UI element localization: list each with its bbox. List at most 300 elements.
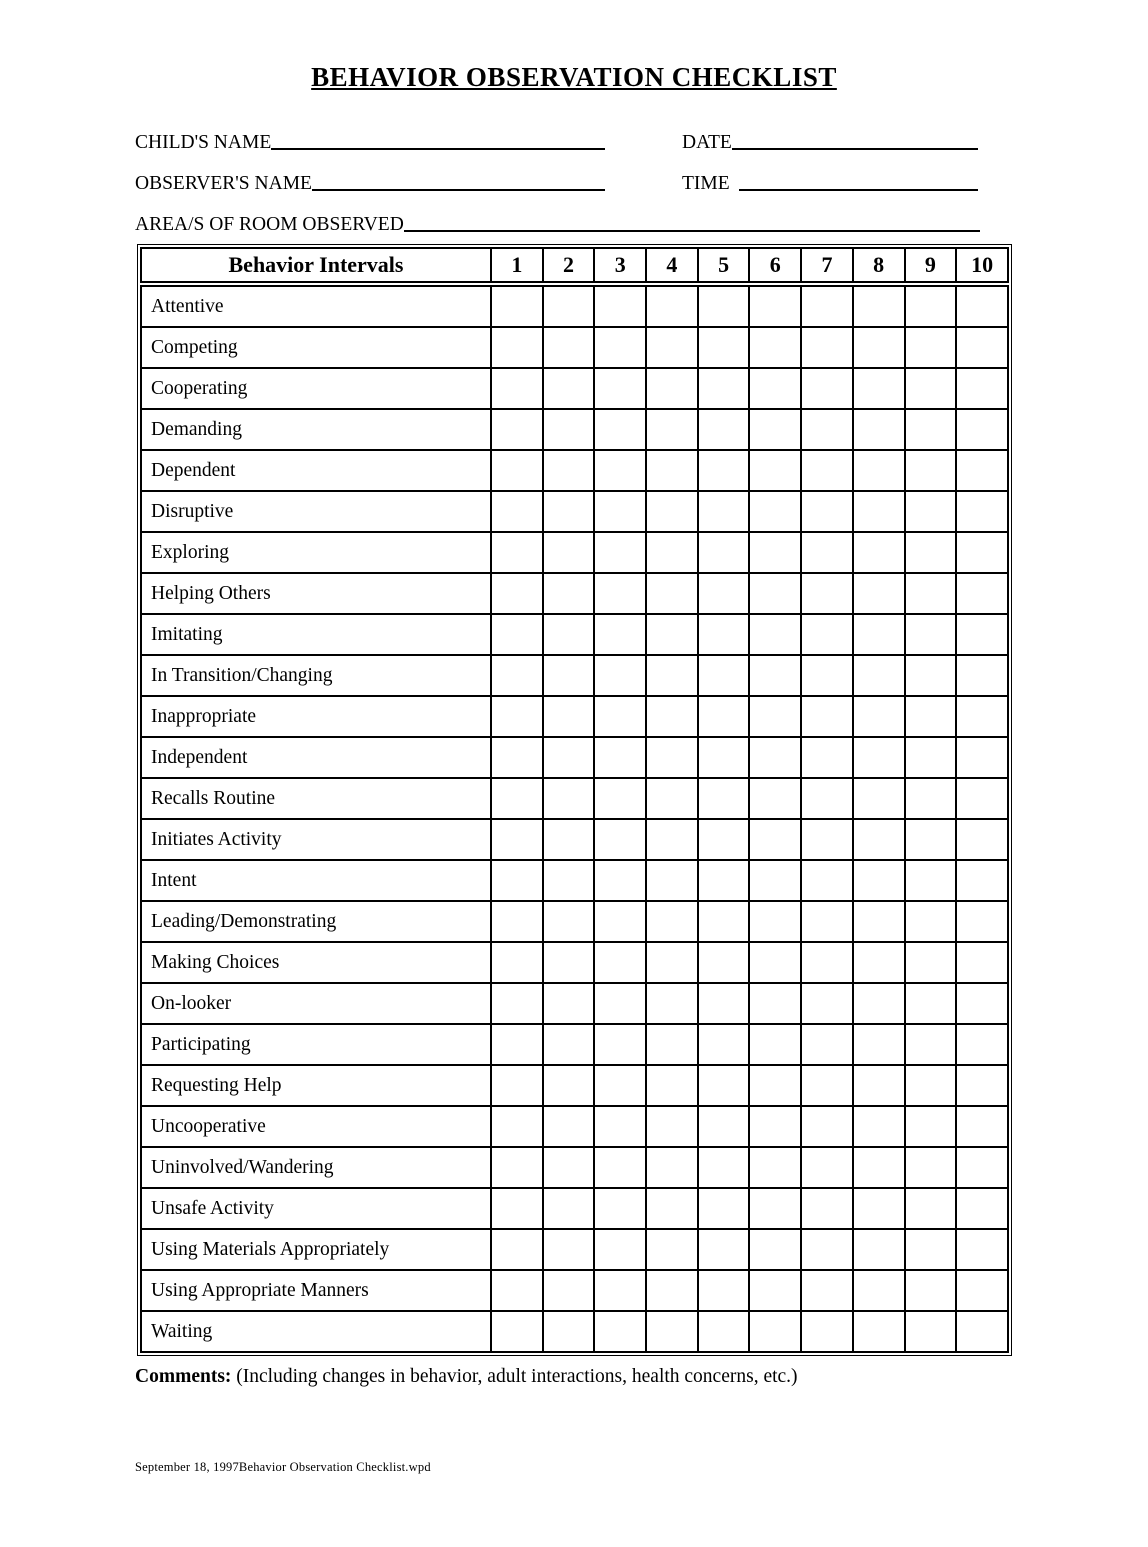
interval-cell[interactable]: [905, 983, 957, 1024]
interval-cell[interactable]: [801, 450, 853, 491]
interval-cell[interactable]: [646, 327, 698, 368]
interval-cell[interactable]: [594, 1270, 646, 1311]
interval-cell[interactable]: [646, 901, 698, 942]
interval-cell[interactable]: [594, 655, 646, 696]
interval-cell[interactable]: [491, 1065, 543, 1106]
interval-cell[interactable]: [594, 573, 646, 614]
interval-cell[interactable]: [594, 901, 646, 942]
interval-cell[interactable]: [646, 1106, 698, 1147]
behavior-label: Demanding: [141, 409, 491, 450]
interval-cell[interactable]: [801, 860, 853, 901]
interval-cell[interactable]: [749, 696, 801, 737]
interval-cell[interactable]: [698, 1270, 750, 1311]
interval-cell[interactable]: [853, 819, 905, 860]
interval-cell[interactable]: [853, 573, 905, 614]
interval-cell[interactable]: [698, 655, 750, 696]
behavior-label: Recalls Routine: [141, 778, 491, 819]
interval-cell[interactable]: [491, 1188, 543, 1229]
behavior-label: Dependent: [141, 450, 491, 491]
interval-cell[interactable]: [491, 532, 543, 573]
interval-cell[interactable]: [749, 1188, 801, 1229]
interval-cell[interactable]: [646, 532, 698, 573]
observers-name-label: OBSERVER'S NAME: [135, 172, 312, 194]
interval-cell[interactable]: [698, 409, 750, 450]
behavior-table-frame: [137, 244, 1012, 1356]
interval-cell[interactable]: [905, 532, 957, 573]
interval-cell[interactable]: [853, 942, 905, 983]
interval-cell[interactable]: [646, 1270, 698, 1311]
interval-cell[interactable]: [905, 1024, 957, 1065]
interval-cell[interactable]: [853, 860, 905, 901]
interval-cell[interactable]: [956, 368, 1008, 409]
interval-cell[interactable]: [698, 532, 750, 573]
interval-cell[interactable]: [749, 409, 801, 450]
interval-cell[interactable]: [698, 696, 750, 737]
interval-cell[interactable]: [956, 778, 1008, 819]
interval-cell[interactable]: [853, 1024, 905, 1065]
interval-cell[interactable]: [956, 860, 1008, 901]
interval-cell[interactable]: [853, 532, 905, 573]
interval-cell[interactable]: [594, 368, 646, 409]
behavior-row: [141, 1106, 1008, 1147]
interval-cell[interactable]: [801, 696, 853, 737]
interval-cell[interactable]: [543, 860, 595, 901]
interval-cell[interactable]: [749, 901, 801, 942]
interval-cell[interactable]: [698, 942, 750, 983]
interval-cell[interactable]: [801, 901, 853, 942]
interval-cell[interactable]: [905, 1229, 957, 1270]
interval-cell[interactable]: [543, 1270, 595, 1311]
interval-cell[interactable]: [491, 737, 543, 778]
interval-cell[interactable]: [956, 901, 1008, 942]
interval-cell[interactable]: [594, 450, 646, 491]
interval-cell[interactable]: [698, 983, 750, 1024]
interval-cell[interactable]: [594, 1188, 646, 1229]
interval-cell[interactable]: [749, 1229, 801, 1270]
interval-cell[interactable]: [594, 942, 646, 983]
interval-cell[interactable]: [905, 327, 957, 368]
interval-cell[interactable]: [491, 1106, 543, 1147]
interval-cell[interactable]: [698, 450, 750, 491]
interval-cell[interactable]: [749, 1065, 801, 1106]
interval-cell[interactable]: [956, 1229, 1008, 1270]
interval-header: 1: [491, 248, 543, 282]
interval-cell[interactable]: [956, 532, 1008, 573]
interval-cell[interactable]: [749, 1311, 801, 1352]
interval-cell[interactable]: [543, 1147, 595, 1188]
interval-cell[interactable]: [801, 368, 853, 409]
interval-cell[interactable]: [491, 696, 543, 737]
behavior-label: Uninvolved/Wandering: [141, 1147, 491, 1188]
interval-cell[interactable]: [801, 327, 853, 368]
behavior-row: [141, 368, 1008, 409]
table-header-row: [141, 248, 1008, 282]
interval-cell[interactable]: [956, 286, 1008, 327]
interval-cell[interactable]: [905, 778, 957, 819]
interval-cell[interactable]: [956, 1147, 1008, 1188]
interval-cell[interactable]: [905, 1065, 957, 1106]
interval-cell[interactable]: [594, 696, 646, 737]
interval-cell[interactable]: [543, 286, 595, 327]
interval-cell[interactable]: [853, 1065, 905, 1106]
interval-cell[interactable]: [853, 491, 905, 532]
behavior-row: [141, 450, 1008, 491]
comments-line: [135, 1366, 1148, 1388]
interval-cell[interactable]: [698, 614, 750, 655]
interval-cell[interactable]: [646, 614, 698, 655]
interval-cell[interactable]: [801, 491, 853, 532]
interval-cell[interactable]: [801, 1106, 853, 1147]
interval-cell[interactable]: [698, 1106, 750, 1147]
interval-cell[interactable]: [594, 819, 646, 860]
interval-cell[interactable]: [853, 778, 905, 819]
interval-cell[interactable]: [491, 368, 543, 409]
interval-cell[interactable]: [594, 1065, 646, 1106]
interval-cell[interactable]: [594, 286, 646, 327]
interval-cell[interactable]: [646, 696, 698, 737]
interval-cell[interactable]: [646, 1024, 698, 1065]
interval-cell[interactable]: [491, 1147, 543, 1188]
behavior-label: Disruptive: [141, 491, 491, 532]
interval-header: 6: [749, 248, 801, 282]
interval-cell[interactable]: [956, 573, 1008, 614]
interval-cell[interactable]: [853, 1106, 905, 1147]
interval-cell[interactable]: [853, 614, 905, 655]
interval-cell[interactable]: [491, 573, 543, 614]
interval-cell[interactable]: [905, 1311, 957, 1352]
interval-cell[interactable]: [749, 655, 801, 696]
interval-cell[interactable]: [491, 1311, 543, 1352]
behavior-row: [141, 1311, 1008, 1352]
interval-cell[interactable]: [543, 614, 595, 655]
behavior-label: Leading/Demonstrating: [141, 901, 491, 942]
interval-cell[interactable]: [801, 1311, 853, 1352]
interval-cell[interactable]: [853, 1147, 905, 1188]
interval-cell[interactable]: [543, 1188, 595, 1229]
interval-cell[interactable]: [749, 983, 801, 1024]
interval-cell[interactable]: [491, 614, 543, 655]
interval-cell[interactable]: [594, 1024, 646, 1065]
interval-cell[interactable]: [594, 778, 646, 819]
interval-cell[interactable]: [956, 696, 1008, 737]
interval-cell[interactable]: [801, 983, 853, 1024]
interval-cell[interactable]: [646, 1311, 698, 1352]
interval-cell[interactable]: [905, 491, 957, 532]
interval-cell[interactable]: [905, 573, 957, 614]
interval-cell[interactable]: [543, 737, 595, 778]
interval-cell[interactable]: [905, 1147, 957, 1188]
interval-cell[interactable]: [905, 1270, 957, 1311]
interval-cell[interactable]: [491, 778, 543, 819]
interval-cell[interactable]: [698, 1229, 750, 1270]
interval-cell[interactable]: [646, 1147, 698, 1188]
interval-cell[interactable]: [543, 901, 595, 942]
interval-cell[interactable]: [801, 532, 853, 573]
interval-cell[interactable]: [905, 1106, 957, 1147]
interval-cell[interactable]: [801, 614, 853, 655]
interval-cell[interactable]: [491, 819, 543, 860]
interval-cell[interactable]: [594, 409, 646, 450]
interval-cell[interactable]: [594, 491, 646, 532]
interval-cell[interactable]: [853, 655, 905, 696]
interval-cell[interactable]: [543, 573, 595, 614]
interval-cell[interactable]: [543, 942, 595, 983]
interval-cell[interactable]: [491, 1229, 543, 1270]
interval-cell[interactable]: [698, 819, 750, 860]
interval-cell[interactable]: [749, 532, 801, 573]
behavior-row: [141, 532, 1008, 573]
interval-cell[interactable]: [956, 983, 1008, 1024]
interval-cell[interactable]: [594, 1106, 646, 1147]
interval-cell[interactable]: [749, 1147, 801, 1188]
interval-cell[interactable]: [853, 286, 905, 327]
interval-cell[interactable]: [801, 778, 853, 819]
interval-cell[interactable]: [749, 491, 801, 532]
interval-cell[interactable]: [698, 491, 750, 532]
interval-cell[interactable]: [905, 1188, 957, 1229]
interval-cell[interactable]: [646, 450, 698, 491]
interval-cell[interactable]: [801, 737, 853, 778]
interval-cell[interactable]: [646, 368, 698, 409]
interval-cell[interactable]: [543, 655, 595, 696]
interval-cell[interactable]: [594, 532, 646, 573]
interval-cell[interactable]: [543, 1229, 595, 1270]
interval-cell[interactable]: [543, 1065, 595, 1106]
interval-cell[interactable]: [749, 368, 801, 409]
interval-cell[interactable]: [491, 409, 543, 450]
interval-cell[interactable]: [698, 901, 750, 942]
behavior-label: Helping Others: [141, 573, 491, 614]
interval-cell[interactable]: [491, 942, 543, 983]
interval-cell[interactable]: [646, 737, 698, 778]
interval-cell[interactable]: [698, 737, 750, 778]
interval-cell[interactable]: [801, 1229, 853, 1270]
interval-cell[interactable]: [905, 696, 957, 737]
interval-cell[interactable]: [543, 819, 595, 860]
area-observed-blank[interactable]: [404, 228, 980, 232]
interval-cell[interactable]: [491, 983, 543, 1024]
interval-cell[interactable]: [956, 1311, 1008, 1352]
interval-cell[interactable]: [853, 1311, 905, 1352]
interval-cell[interactable]: [594, 737, 646, 778]
interval-cell[interactable]: [491, 860, 543, 901]
interval-cell[interactable]: [905, 655, 957, 696]
interval-cell[interactable]: [698, 860, 750, 901]
interval-cell[interactable]: [853, 409, 905, 450]
behavior-label: Independent: [141, 737, 491, 778]
interval-cell[interactable]: [646, 983, 698, 1024]
interval-cell[interactable]: [853, 1270, 905, 1311]
interval-cell[interactable]: [543, 983, 595, 1024]
interval-cell[interactable]: [905, 286, 957, 327]
interval-cell[interactable]: [853, 327, 905, 368]
interval-cell[interactable]: [646, 942, 698, 983]
interval-cell[interactable]: [956, 737, 1008, 778]
interval-cell[interactable]: [956, 1024, 1008, 1065]
interval-cell[interactable]: [491, 655, 543, 696]
interval-cell[interactable]: [491, 450, 543, 491]
interval-cell[interactable]: [491, 286, 543, 327]
behavior-row: [141, 1024, 1008, 1065]
interval-cell[interactable]: [543, 1106, 595, 1147]
interval-cell[interactable]: [956, 327, 1008, 368]
interval-cell[interactable]: [956, 942, 1008, 983]
behavior-label: Unsafe Activity: [141, 1188, 491, 1229]
interval-cell[interactable]: [543, 409, 595, 450]
interval-cell[interactable]: [749, 614, 801, 655]
behavior-row: [141, 942, 1008, 983]
interval-cell[interactable]: [801, 1188, 853, 1229]
interval-cell[interactable]: [956, 1065, 1008, 1106]
behavior-row: [141, 614, 1008, 655]
interval-cell[interactable]: [491, 901, 543, 942]
childs-name-blank[interactable]: [271, 146, 605, 150]
interval-cell[interactable]: [646, 409, 698, 450]
interval-cell[interactable]: [749, 327, 801, 368]
interval-cell[interactable]: [543, 1024, 595, 1065]
interval-cell[interactable]: [956, 1188, 1008, 1229]
observers-name-blank[interactable]: [312, 187, 605, 191]
interval-cell[interactable]: [594, 1147, 646, 1188]
interval-cell[interactable]: [905, 614, 957, 655]
interval-cell[interactable]: [956, 1106, 1008, 1147]
interval-cell[interactable]: [749, 286, 801, 327]
interval-cell[interactable]: [749, 942, 801, 983]
interval-cell[interactable]: [698, 368, 750, 409]
interval-cell[interactable]: [905, 942, 957, 983]
interval-cell[interactable]: [853, 1229, 905, 1270]
interval-cell[interactable]: [594, 1311, 646, 1352]
interval-cell[interactable]: [646, 1229, 698, 1270]
interval-cell[interactable]: [543, 491, 595, 532]
interval-cell[interactable]: [749, 860, 801, 901]
interval-cell[interactable]: [698, 573, 750, 614]
interval-cell[interactable]: [543, 778, 595, 819]
interval-cell[interactable]: [853, 450, 905, 491]
interval-header: 7: [801, 248, 853, 282]
behavior-row: [141, 1147, 1008, 1188]
interval-cell[interactable]: [749, 573, 801, 614]
interval-cell[interactable]: [646, 1065, 698, 1106]
document-footer: September 18, 1997Behavior Observation Checklist.wpd: [135, 1460, 431, 1474]
behavior-label: In Transition/Changing: [141, 655, 491, 696]
interval-cell[interactable]: [801, 286, 853, 327]
interval-cell[interactable]: [749, 450, 801, 491]
interval-cell[interactable]: [853, 901, 905, 942]
interval-cell[interactable]: [749, 1270, 801, 1311]
interval-cell[interactable]: [698, 327, 750, 368]
interval-cell[interactable]: [905, 737, 957, 778]
interval-cell[interactable]: [491, 1024, 543, 1065]
interval-cell[interactable]: [543, 327, 595, 368]
interval-cell[interactable]: [646, 573, 698, 614]
interval-cell[interactable]: [749, 778, 801, 819]
interval-cell[interactable]: [646, 1188, 698, 1229]
interval-cell[interactable]: [853, 983, 905, 1024]
interval-cell[interactable]: [905, 901, 957, 942]
interval-cell[interactable]: [801, 1270, 853, 1311]
interval-cell[interactable]: [905, 409, 957, 450]
interval-cell[interactable]: [594, 614, 646, 655]
interval-cell[interactable]: [956, 409, 1008, 450]
interval-cell[interactable]: [853, 696, 905, 737]
behavior-label: Competing: [141, 327, 491, 368]
interval-cell[interactable]: [646, 491, 698, 532]
time-blank[interactable]: [739, 187, 978, 191]
form-header-section: [135, 113, 1010, 236]
interval-cell[interactable]: [594, 1229, 646, 1270]
interval-cell[interactable]: [956, 655, 1008, 696]
interval-cell[interactable]: [801, 942, 853, 983]
interval-cell[interactable]: [801, 409, 853, 450]
interval-cell[interactable]: [543, 368, 595, 409]
interval-cell[interactable]: [594, 327, 646, 368]
interval-cell[interactable]: [698, 286, 750, 327]
interval-cell[interactable]: [698, 1024, 750, 1065]
behavior-label: Using Appropriate Manners: [141, 1270, 491, 1311]
interval-cell[interactable]: [749, 737, 801, 778]
interval-header: 9: [905, 248, 957, 282]
behavior-row: [141, 491, 1008, 532]
interval-cell[interactable]: [801, 1024, 853, 1065]
interval-cell[interactable]: [749, 819, 801, 860]
date-blank[interactable]: [732, 146, 978, 150]
interval-cell[interactable]: [956, 614, 1008, 655]
interval-cell[interactable]: [646, 860, 698, 901]
interval-cell[interactable]: [905, 860, 957, 901]
interval-cell[interactable]: [801, 1147, 853, 1188]
interval-cell[interactable]: [698, 1147, 750, 1188]
interval-cell[interactable]: [749, 1024, 801, 1065]
interval-cell[interactable]: [646, 655, 698, 696]
interval-cell[interactable]: [853, 737, 905, 778]
interval-cell[interactable]: [956, 1270, 1008, 1311]
interval-cell[interactable]: [905, 819, 957, 860]
interval-cell[interactable]: [853, 1188, 905, 1229]
interval-cell[interactable]: [853, 368, 905, 409]
interval-cell[interactable]: [801, 819, 853, 860]
interval-cell[interactable]: [594, 983, 646, 1024]
interval-cell[interactable]: [905, 450, 957, 491]
area-observed-label: AREA/S OF ROOM OBSERVED: [135, 213, 404, 235]
interval-cell[interactable]: [801, 655, 853, 696]
interval-cell[interactable]: [956, 491, 1008, 532]
interval-cell[interactable]: [543, 532, 595, 573]
interval-cell[interactable]: [543, 696, 595, 737]
interval-cell[interactable]: [543, 1311, 595, 1352]
interval-cell[interactable]: [956, 819, 1008, 860]
interval-cell[interactable]: [698, 1065, 750, 1106]
interval-cell[interactable]: [801, 573, 853, 614]
interval-cell[interactable]: [956, 450, 1008, 491]
interval-cell[interactable]: [491, 1270, 543, 1311]
interval-cell[interactable]: [646, 819, 698, 860]
interval-cell[interactable]: [646, 778, 698, 819]
interval-cell[interactable]: [801, 1065, 853, 1106]
interval-cell[interactable]: [594, 860, 646, 901]
interval-cell[interactable]: [698, 778, 750, 819]
interval-cell[interactable]: [646, 286, 698, 327]
interval-cell[interactable]: [698, 1311, 750, 1352]
comments-label: Comments:: [135, 1366, 232, 1387]
interval-cell[interactable]: [905, 368, 957, 409]
interval-cell[interactable]: [491, 327, 543, 368]
interval-cell[interactable]: [698, 1188, 750, 1229]
interval-cell[interactable]: [543, 450, 595, 491]
interval-cell[interactable]: [491, 491, 543, 532]
behavior-label: Using Materials Appropriately: [141, 1229, 491, 1270]
interval-cell[interactable]: [749, 1106, 801, 1147]
